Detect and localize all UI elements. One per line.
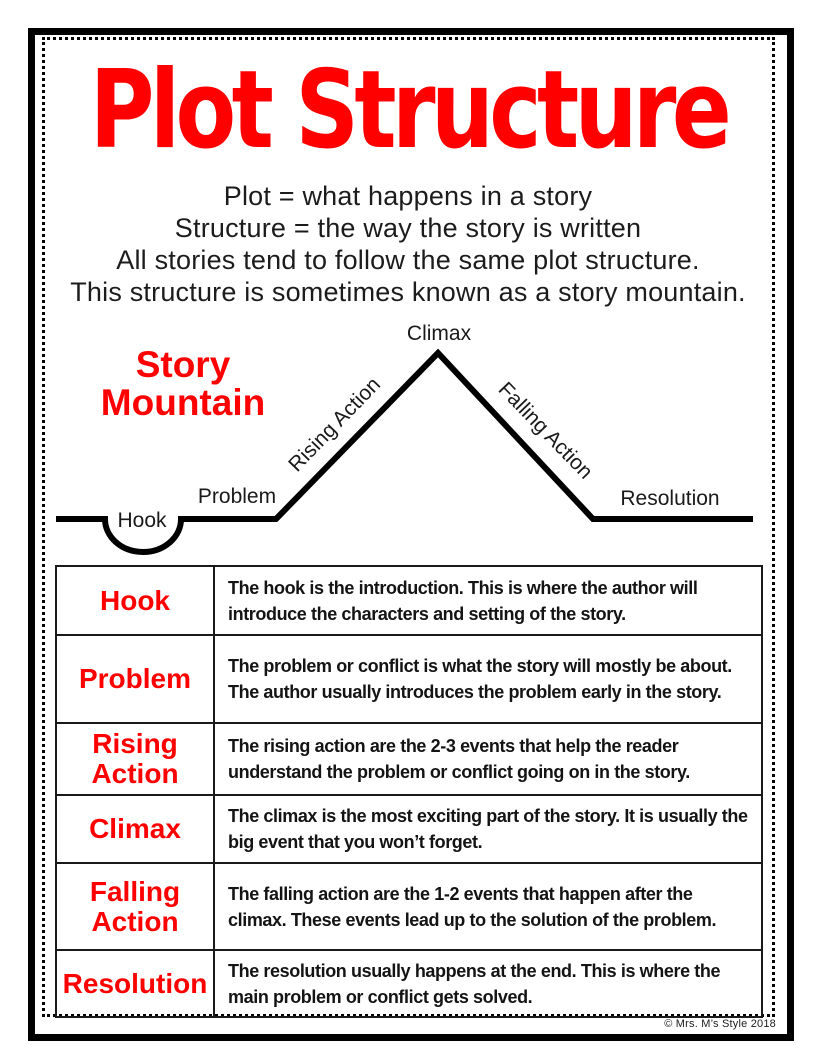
term-cell: Rising Action (56, 723, 214, 795)
resolution-label: Resolution (620, 487, 720, 510)
hook-label: Hook (117, 509, 167, 532)
copyright-notice: © Mrs. M’s Style 2018 (664, 1018, 776, 1030)
term-cell: Problem (56, 635, 214, 723)
definition-cell: The falling action are the 1-2 events that happen after the climax. These events lead up to the solution of the problem. (214, 863, 762, 950)
page-content (45, 40, 771, 1018)
definition-cell: The problem or conflict is what the story will mostly be about. The author usually introduces the problem early in the story. (214, 635, 762, 723)
term-cell: Climax (56, 795, 214, 863)
intro-text (45, 180, 771, 308)
term-cell: Hook (56, 566, 214, 635)
intro-line: Structure = the way the story is written (174, 213, 642, 243)
definition-cell: The hook is the introduction. This is where the author will introduce the characters and setting of the story. (214, 566, 762, 635)
story-mountain-diagram (45, 312, 771, 562)
problem-label: Problem (197, 485, 277, 508)
table-row (56, 795, 762, 863)
climax-label: Climax (406, 322, 472, 345)
table-row (56, 566, 762, 635)
title-block (45, 47, 771, 173)
table-row (56, 950, 762, 1017)
plot-structure-table (55, 565, 763, 1018)
term-cell: Resolution (56, 950, 214, 1017)
rising-action-label: Rising Action (284, 372, 386, 477)
intro-line: Plot = what happens in a story (223, 181, 593, 211)
term-cell: Falling Action (56, 863, 214, 950)
intro-line: This structure is sometimes known as a story mountain. (70, 277, 746, 307)
story-mountain-heading (101, 346, 265, 422)
intro-line: All stories tend to follow the same plot structure. (116, 245, 700, 275)
table-row (56, 863, 762, 950)
definition-cell: The resolution usually happens at the end. This is where the main problem or conflict gets solved. (214, 950, 762, 1017)
table-row (56, 635, 762, 723)
table-row (56, 723, 762, 795)
definition-cell: The climax is the most exciting part of the story. It is usually the big event that you won’t forget. (214, 795, 762, 863)
story-mountain-heading-line2: Mountain (100, 382, 266, 423)
falling-action-label: Falling Action (493, 377, 598, 484)
story-mountain-heading-line1: Story (135, 344, 231, 385)
page-title: Plot Structure (89, 47, 727, 173)
definition-cell: The rising action are the 2-3 events that help the reader understand the problem or conflict going on in the story. (214, 723, 762, 795)
